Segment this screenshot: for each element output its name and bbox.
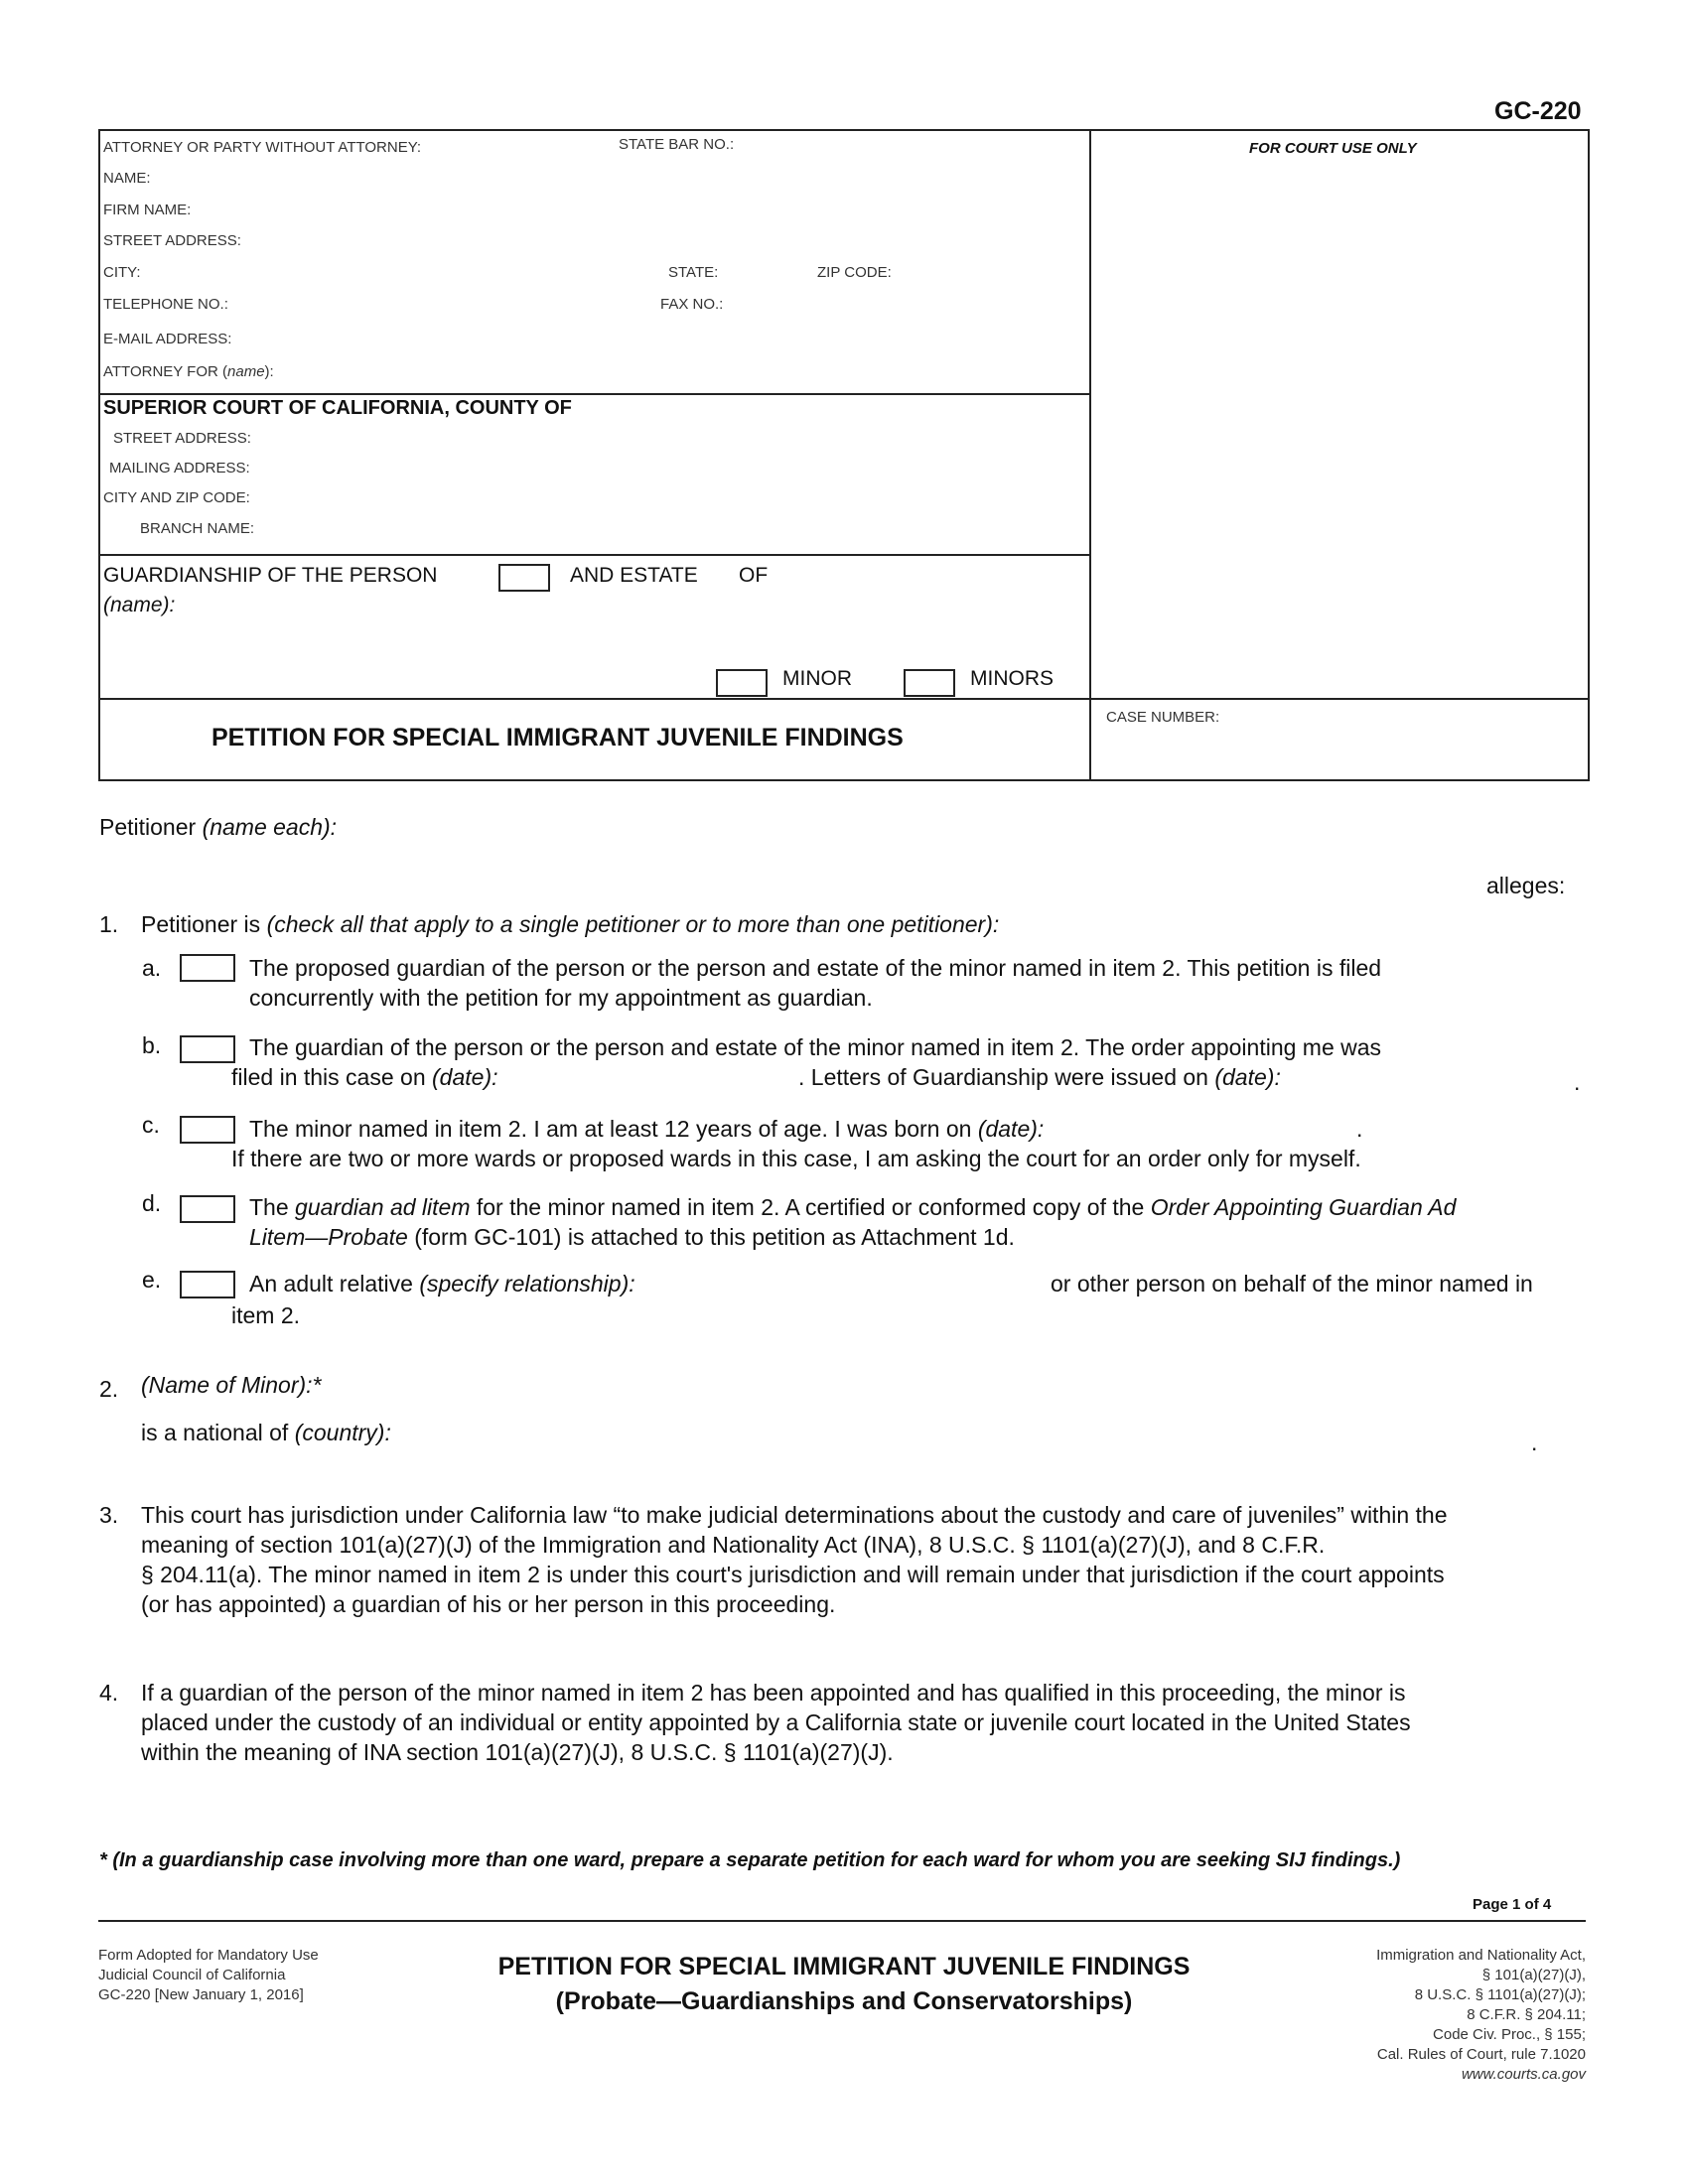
item4-text: If a guardian of the person of the minor named in item 2 has been appointed and has qualified in this proceeding, the minor is placed under the custody of an individual or entity appointed by a California state or juvenile court located in the United States within the meaning of INA section 101(a)(27)(J), 8 U.S.C. § 1101(a)(27)(J). [141,1680,1411,1765]
attorney-label: ATTORNEY OR PARTY WITHOUT ATTORNEY: [103,139,422,156]
item1-number: 1. [99,911,119,937]
item1c-letter: c. [142,1112,160,1138]
guardianship-label: GUARDIANSHIP OF THE PERSON [103,564,438,587]
minors-label: MINORS [970,667,1054,690]
street-label: STREET ADDRESS: [103,232,241,249]
attorney-for-label: ATTORNEY FOR (name): [103,363,274,380]
item1b-checkbox[interactable] [180,1035,235,1063]
court-street-label: STREET ADDRESS: [113,430,251,447]
footer-divider [98,1920,1586,1922]
state-bar-label: STATE BAR NO.: [619,136,735,153]
item1e-letter: e. [142,1267,162,1293]
item1a-checkbox[interactable] [180,954,235,982]
minor-label: MINOR [782,667,852,690]
item1c-line2: If there are two or more wards or proposed wards in this case, I am asking the court for an order only for myself. [231,1146,1361,1171]
court-mailing-label: MAILING ADDRESS: [109,460,250,477]
item2-period: . [1531,1430,1538,1455]
item2-number: 2. [99,1376,119,1402]
item3-text: This court has jurisdiction under California law “to make judicial determinations about the custody and care of juveniles” within the meaning of section 101(a)(27)(J) of the Immigration and Nationality Act (INA), 8 U.S.C. § 1101(a)(27)(J), and 8 C.F.R. § 204.11(a). The minor named in item 2 is under this court's jurisdiction and will remain under that jurisdiction if the court appoints (or has appointed) a guardian of his or her person in this proceeding. [141,1502,1448,1617]
and-estate-checkbox[interactable] [498,564,550,592]
of-label: OF [739,564,769,587]
item1b-period: . [1574,1069,1581,1095]
attorney-section [98,129,1093,397]
item1b-letter: b. [142,1032,162,1058]
item1c-line1: The minor named in item 2. I am at least 12 years of age. I was born on (date): [249,1116,1045,1142]
petitioner-label: Petitioner (name each): [99,814,338,840]
item2-name-label: (Name of Minor):* [141,1372,322,1398]
item1e-line1: An adult relative (specify relationship): [249,1271,635,1297]
footer-right: Immigration and Nationality Act, § 101(a)(27)(J), 8 U.S.C. § 1101(a)(27)(J); 8 C.F.R. § 204.11; Code Civ. Proc., § 155; Cal. Rules of Court, rule 7.1020 www.courts.ca.gov [1192,1946,1586,2085]
form-title: PETITION FOR SPECIAL IMMIGRANT JUVENILE FINDINGS [211,724,904,751]
item1a-text: The proposed guardian of the person or the person and estate of the minor named in item 2. This petition is filed concurrently with the petition for my appointment as guardian. [249,955,1382,1011]
telephone-label: TELEPHONE NO.: [103,296,228,313]
case-number-label: CASE NUMBER: [1106,709,1220,726]
item1e-other: or other person on behalf of the minor named in [1051,1271,1533,1297]
item1d-letter: d. [142,1190,162,1216]
footnote: * (In a guardianship case involving more than one ward, prepare a separate petition for each ward for whom you are seeking SIJ findings.) [99,1849,1401,1871]
minor-checkbox[interactable] [716,669,768,697]
item1b-line2: filed in this case on (date): [231,1064,498,1090]
court-use-label: FOR COURT USE ONLY [1249,140,1417,157]
courts-link[interactable]: www.courts.ca.gov [1461,2066,1586,2083]
item2-national: is a national of (country): [141,1420,391,1445]
item3-number: 3. [99,1502,119,1528]
court-cityzip-label: CITY AND ZIP CODE: [103,489,250,506]
city-label: CITY: [103,264,141,281]
item1c-checkbox[interactable] [180,1116,235,1144]
item1a-letter: a. [142,955,162,981]
name-label: NAME: [103,170,151,187]
page-number: Page 1 of 4 [1473,1896,1552,1913]
court-branch-label: BRANCH NAME: [140,520,255,537]
item1b-letters: . Letters of Guardianship were issued on (date): [798,1064,1281,1090]
state-label: STATE: [668,264,719,281]
footer-left: Form Adopted for Mandatory Use Judicial Council of California GC-220 [New January 1, 2016] [98,1947,319,2003]
fax-label: FAX NO.: [660,296,724,313]
form-number: GC-220 [1494,97,1582,125]
zip-label: ZIP CODE: [817,264,892,281]
minors-checkbox[interactable] [904,669,955,697]
email-label: E-MAIL ADDRESS: [103,331,232,347]
footer-title: PETITION FOR SPECIAL IMMIGRANT JUVENILE FINDINGS (Probate—Guardianships and Conservatorships) [497,1953,1191,2015]
item1b-line1: The guardian of the person or the person and estate of the minor named in item 2. The order appointing me was [249,1034,1382,1060]
firm-label: FIRM NAME: [103,202,192,218]
alleges-label: alleges: [1486,873,1566,898]
court-use-box [1089,129,1590,702]
item1e-line2: item 2. [231,1302,301,1328]
item1e-checkbox[interactable] [180,1271,235,1298]
item1-lead: Petitioner is (check all that apply to a single petitioner or to more than one petitioner): [141,911,1000,937]
item1c-period: . [1356,1116,1363,1142]
item1d-text: The guardian ad litem for the minor named in item 2. A certified or conformed copy of the Order Appointing Guardian Ad Litem—Probate (form GC-101) is attached to this petition as Attachment 1d. [249,1194,1457,1250]
item4-number: 4. [99,1680,119,1706]
court-title: SUPERIOR COURT OF CALIFORNIA, COUNTY OF [103,397,572,419]
and-estate-label: AND ESTATE [570,564,698,587]
item1d-checkbox[interactable] [180,1195,235,1223]
case-name-italic: (name): [103,594,176,616]
